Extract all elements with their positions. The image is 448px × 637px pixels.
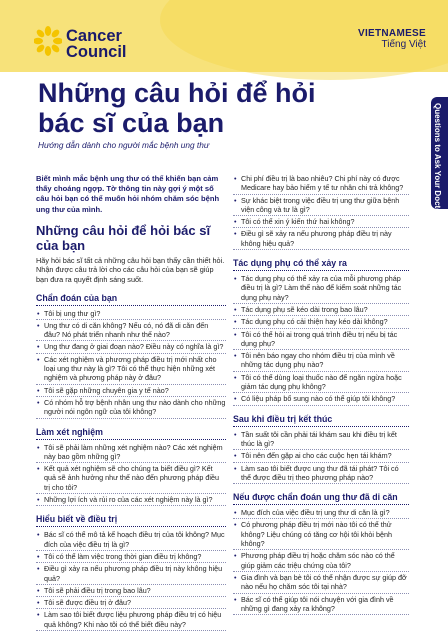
main-section-title: Những câu hỏi để hỏi bác sĩ của bạn — [36, 222, 211, 253]
left-sections — [36, 293, 226, 631]
question-item: • Làm sao tôi biết được liệu phương pháp điều trị có hiệu quả không? Khi nào tôi có thể biết điều này? — [36, 610, 226, 631]
question-item: • Ung thư có di căn không? Nếu có, nó đã di căn đến đâu? Nó phát triển nhanh như thế nào? — [36, 321, 226, 342]
question-item: • Tôi bị ung thư gì? — [36, 309, 226, 320]
page-title: Những câu hỏi để hỏi bác sĩ của bạn — [38, 78, 316, 138]
question-item: • Tác dụng phụ sẽ kéo dài trong bao lâu? — [233, 305, 409, 316]
right-top-list — [233, 174, 409, 250]
section-heading: Làm xét nghiệm — [36, 427, 226, 440]
question-item: • Có liệu pháp bổ sung nào có thể giúp tôi không? — [233, 394, 409, 405]
question-item: • Sự khác biệt trong việc điều trị ung thư giữa bệnh viện công và tư là gì? — [233, 196, 409, 217]
question-item: • Gia đình và bạn bè tôi có thể nhận được sự giúp đỡ nào nếu họ chăm sóc tôi tại nhà? — [233, 573, 409, 594]
left-column — [36, 174, 226, 632]
cancer-council-logo — [34, 26, 164, 66]
header-band — [0, 0, 448, 72]
section-heading: Sau khi điều trị kết thúc — [233, 414, 409, 427]
question-item: • Tác dụng phụ có cải thiện hay kéo dài không? — [233, 317, 409, 328]
question-list — [233, 508, 409, 615]
page-subtitle: Hướng dẫn dành cho người mắc bệnh ung thư — [38, 140, 210, 150]
question-item: • Bác sĩ có thể giúp tôi nói chuyện với gia đình về những gì đang xảy ra không? — [233, 595, 409, 616]
question-item: • Tôi nên báo ngay cho nhóm điều trị của mình về những tác dụng phụ nào? — [233, 351, 409, 372]
question-item: • Chi phí điều trị là bao nhiêu? Chi phí này có được Medicare hay bảo hiểm y tế tư nhân chi trả không? — [233, 174, 409, 195]
question-list — [36, 443, 226, 507]
question-item: • Tôi có thể xin ý kiến thứ hai không? — [233, 217, 409, 228]
main-section-text: Hãy hỏi bác sĩ tất cả những câu hỏi bạn thấy cần thiết hỏi. Nhận được câu trả lời cho các câu hỏi của bạn sẽ giúp bạn đưa ra quyết định sáng suốt. — [36, 255, 225, 284]
question-list — [36, 530, 226, 631]
question-item: • Ung thư đang ở giai đoạn nào? Điều này có nghĩa là gì? — [36, 342, 226, 353]
section-heading: Tác dụng phụ có thể xảy ra — [233, 258, 409, 271]
question-list — [36, 309, 226, 419]
question-item: • Tác dụng phụ có thể xảy ra của mỗi phương pháp điều trị là gì? Làm thế nào để kiểm soát những tác dụng phụ này? — [233, 274, 409, 304]
question-item: • Tôi có thể hỏi ai trong quá trình điều trị nếu bị tác dụng phụ? — [233, 330, 409, 351]
side-tab-label: Questions to Ask Your Doctor — [433, 103, 442, 217]
question-item: • Tôi sẽ phải điều trị trong bao lâu? — [36, 586, 226, 597]
question-item: • Tôi nên đến gặp ai cho các cuộc hẹn tái khám? — [233, 451, 409, 462]
section-heading: Nếu được chẩn đoán ung thư đã di căn — [233, 492, 409, 505]
section-heading: Chẩn đoán của bạn — [36, 293, 226, 306]
question-item: • Có nhóm hỗ trợ bệnh nhân ung thư nào dành cho những người nói ngôn ngữ của tôi không? — [36, 398, 226, 419]
question-item: • Phương pháp điều trị hoặc chăm sóc nào có thể giúp giảm các triệu chứng của tôi? — [233, 551, 409, 572]
section-heading: Hiểu biết về điều trị — [36, 514, 226, 527]
question-item: • Tôi có thể làm việc trong thời gian điều trị không? — [36, 552, 226, 563]
question-item: • Làm sao tôi biết được ung thư đã tái phát? Tôi có thể được điều trị theo phương pháp nào? — [233, 464, 409, 485]
question-item: • Có phương pháp điều trị mới nào tôi có thể thử không? Liệu chúng có tăng cơ hội tôi khỏi bệnh không? — [233, 520, 409, 550]
question-item: • Mục đích của việc điều trị ung thư di căn là gì? — [233, 508, 409, 519]
question-list — [233, 430, 409, 484]
logo-line-1: Cancer — [66, 27, 122, 45]
question-item: • Tôi sẽ gặp những chuyên gia y tế nào? — [36, 386, 226, 397]
question-item: • Tần suất tôi cần phải tái khám sau khi điều trị kết thúc là gì? — [233, 430, 409, 451]
language-name-native: Tiếng Việt — [381, 39, 426, 50]
side-tab — [431, 97, 448, 217]
question-item: • Kết quả xét nghiệm sẽ cho chúng ta biết điều gì? Kết quả sẽ ảnh hưởng như thế nào đến phương pháp điều trị cho tôi? — [36, 464, 226, 494]
right-column — [233, 174, 409, 616]
question-item: • Bác sĩ có thể mô tả kế hoạch điều trị của tôi không? Mục đích của việc điều trị là gì? — [36, 530, 226, 551]
question-item: • Các xét nghiệm và phương pháp điều trị mới nhất cho loại ung thư này là gì? Tôi có thể thực hiện những xét nghiệm và phương pháp này ở đâu? — [36, 355, 226, 385]
language-label — [358, 28, 426, 50]
question-item: • Điều gì sẽ xảy ra nếu phương pháp điều trị này không hiệu quả? — [233, 229, 409, 250]
question-list — [233, 274, 409, 406]
question-item: • Tôi sẽ được điều trị ở đâu? — [36, 598, 226, 609]
logo-line-2: Council — [66, 43, 127, 61]
right-sections — [233, 258, 409, 615]
question-item: • Những lợi ích và rủi ro của các xét nghiệm này là gì? — [36, 495, 226, 506]
intro-text: Biết mình mắc bệnh ung thư có thể khiến bạn cảm thấy choáng ngợp. Tờ thông tin này gợi ý một số câu hỏi bạn có thể muốn hỏi nhóm chăm sóc bệnh ung thư của mình. — [36, 174, 220, 214]
question-item: • Điều gì xảy ra nếu phương pháp điều trị này không hiệu quả? — [36, 564, 226, 585]
question-item: • Tôi có thể dùng loại thuốc nào để ngăn ngừa hoặc giảm tác dụng phụ không? — [233, 373, 409, 394]
question-item: • Tôi sẽ phải làm những xét nghiệm nào? Các xét nghiệm này bao gồm những gì? — [36, 443, 226, 464]
sun-icon — [34, 26, 62, 56]
language-name-en: VIETNAMESE — [357, 28, 426, 39]
